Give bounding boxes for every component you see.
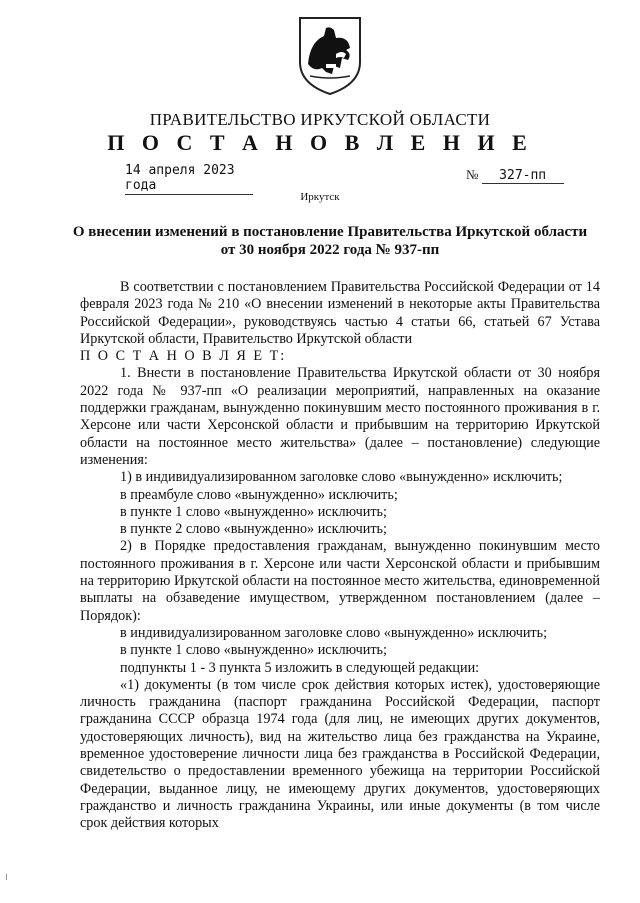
- coat-of-arms-icon: [296, 14, 364, 96]
- paragraph-point-1-change: в пункте 1 слово «вынужденно» исключить;: [120, 503, 387, 520]
- title-line-2: от 30 ноября 2022 года № 937-пп: [220, 242, 440, 258]
- paragraph-order-point-1-change: в пункте 1 слово «вынужденно» исключить;: [120, 642, 387, 659]
- government-name: ПРАВИТЕЛЬСТВО ИРКУТСКОЙ ОБЛАСТИ: [149, 110, 491, 129]
- paragraph-subpoints-intro: подпункты 1 - 3 пункта 5 изложить в следующей редакции:: [120, 659, 480, 676]
- document-title: [70, 223, 590, 259]
- paragraph-preamble-change: в преамбуле слово «вынужденно» исключить;: [120, 486, 398, 503]
- paragraph-heading-change: в индивидуализированном заголовке слово «вынужденно» исключить;: [120, 624, 548, 641]
- paragraph-subitem-2: 2) в Порядке предоставления гражданам, вынужденно покинувшим место постоянного проживания в г. Херсоне или части Херсонской области и прибывшим на территорию Иркутской области на постоянное место жительства, единовременной выплаты на обзаведение имуществом, утвержденном постановлением (далее – Порядок):: [80, 538, 600, 624]
- document-type: П О С Т А Н О В Л Е Н И Е: [107, 130, 533, 155]
- document-body: [80, 279, 600, 833]
- paragraph-new-wording: «1) документы (в том числе срок действия которых истек), удостоверяющие личность гражданина (паспорт гражданина Российской Федерации, паспорт гражданина СССР образца 1974 года (для лиц, не имеющих других документов, удостоверяющих личность), вид на жительство лица без гражданства на Украине, временное удостоверение личности лица без гражданства в Российской Федерации, свидетельство о предоставлении временного убежища на территории Российской Федерации, выданное лицу, не имеющему других документов, удостоверяющих гражданство и личность гражданина Украины, или иные документы (в том числе срок действия которых: [80, 676, 600, 832]
- city-name: Иркутск: [300, 191, 340, 203]
- title-line-1: О внесении изменений в постановление Правительства Иркутской области: [72, 224, 588, 240]
- number-prefix: №: [466, 167, 479, 182]
- paragraph-subitem-1: 1) в индивидуализированном заголовке слово «вынужденно» исключить;: [120, 469, 563, 486]
- document-number: 327-пп: [482, 168, 564, 184]
- document-date: 14 апреля 2023 года: [125, 163, 253, 195]
- scan-mark: [6, 874, 7, 880]
- paragraph-resolve: П О С Т А Н О В Л Я Е Т:: [80, 348, 287, 365]
- paragraph-point-2-change: в пункте 2 слово «вынужденно» исключить;: [120, 521, 387, 538]
- paragraph-item-1: 1. Внести в постановление Правительства Иркутской области от 30 ноября 2022 года № 937-пп «О реализации мероприятий, направленных на оказание поддержки гражданам, вынужденно покинувшим место постоянного проживания в г. Херсоне или части Херсонской области и прибывшим на территорию Иркутской области на постоянное место жительства» (далее – постановление) следующие изменения:: [80, 365, 600, 468]
- document-number-field: [466, 167, 564, 184]
- paragraph-preamble: В соответствии с постановлением Правительства Российской Федерации от 14 февраля 2023 года № 210 «О внесении изменений в некоторые акты Правительства Российской Федерации», руководствуясь частью 4 статьи 66, статьей 67 Устава Иркутской области, Правительство Иркутской области: [80, 279, 600, 347]
